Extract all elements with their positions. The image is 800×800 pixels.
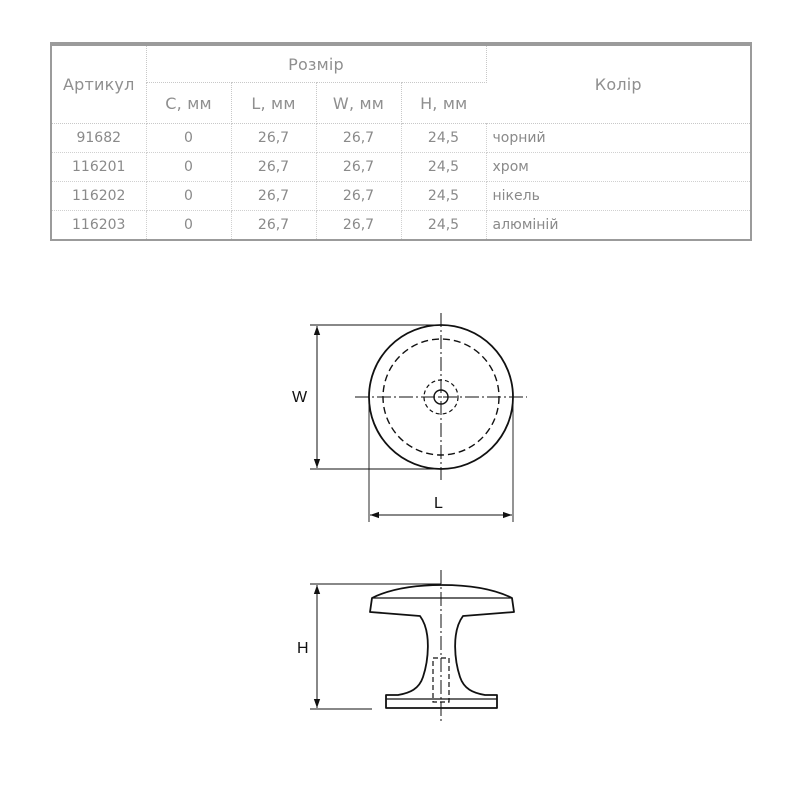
article-cell: 91682 — [51, 124, 146, 153]
article-cell: 116202 — [51, 182, 146, 211]
w-cell: 26,7 — [316, 153, 401, 182]
color-cell: хром — [486, 153, 751, 182]
c-cell: 0 — [146, 182, 231, 211]
h-cell: 24,5 — [401, 153, 486, 182]
size-group-header: Розмір — [146, 44, 486, 83]
w-label: W — [292, 389, 308, 406]
color-cell: нікель — [486, 182, 751, 211]
h-cell: 24,5 — [401, 124, 486, 153]
h-cell: 24,5 — [401, 182, 486, 211]
article-cell: 116203 — [51, 211, 146, 241]
article-header: Артикул — [51, 44, 146, 124]
c-cell: 0 — [146, 211, 231, 241]
w-cell: 26,7 — [316, 211, 401, 241]
color-header: Колір — [486, 44, 751, 124]
c-header: C, мм — [146, 83, 231, 124]
w-header: W, мм — [316, 83, 401, 124]
l-cell: 26,7 — [231, 124, 316, 153]
article-cell: 116201 — [51, 153, 146, 182]
w-cell: 26,7 — [316, 182, 401, 211]
l-cell: 26,7 — [231, 211, 316, 241]
h-header: H, мм — [401, 83, 486, 124]
h-label: H — [297, 640, 309, 657]
knob-profile-outline — [370, 585, 514, 708]
color-cell: алюміній — [486, 211, 751, 241]
c-cell: 0 — [146, 153, 231, 182]
c-cell: 0 — [146, 124, 231, 153]
side-view — [310, 570, 514, 722]
top-view — [310, 313, 527, 522]
l-label: L — [434, 495, 443, 512]
l-cell: 26,7 — [231, 182, 316, 211]
l-cell: 26,7 — [231, 153, 316, 182]
h-cell: 24,5 — [401, 211, 486, 241]
color-cell: чорний — [486, 124, 751, 153]
l-header: L, мм — [231, 83, 316, 124]
w-cell: 26,7 — [316, 124, 401, 153]
